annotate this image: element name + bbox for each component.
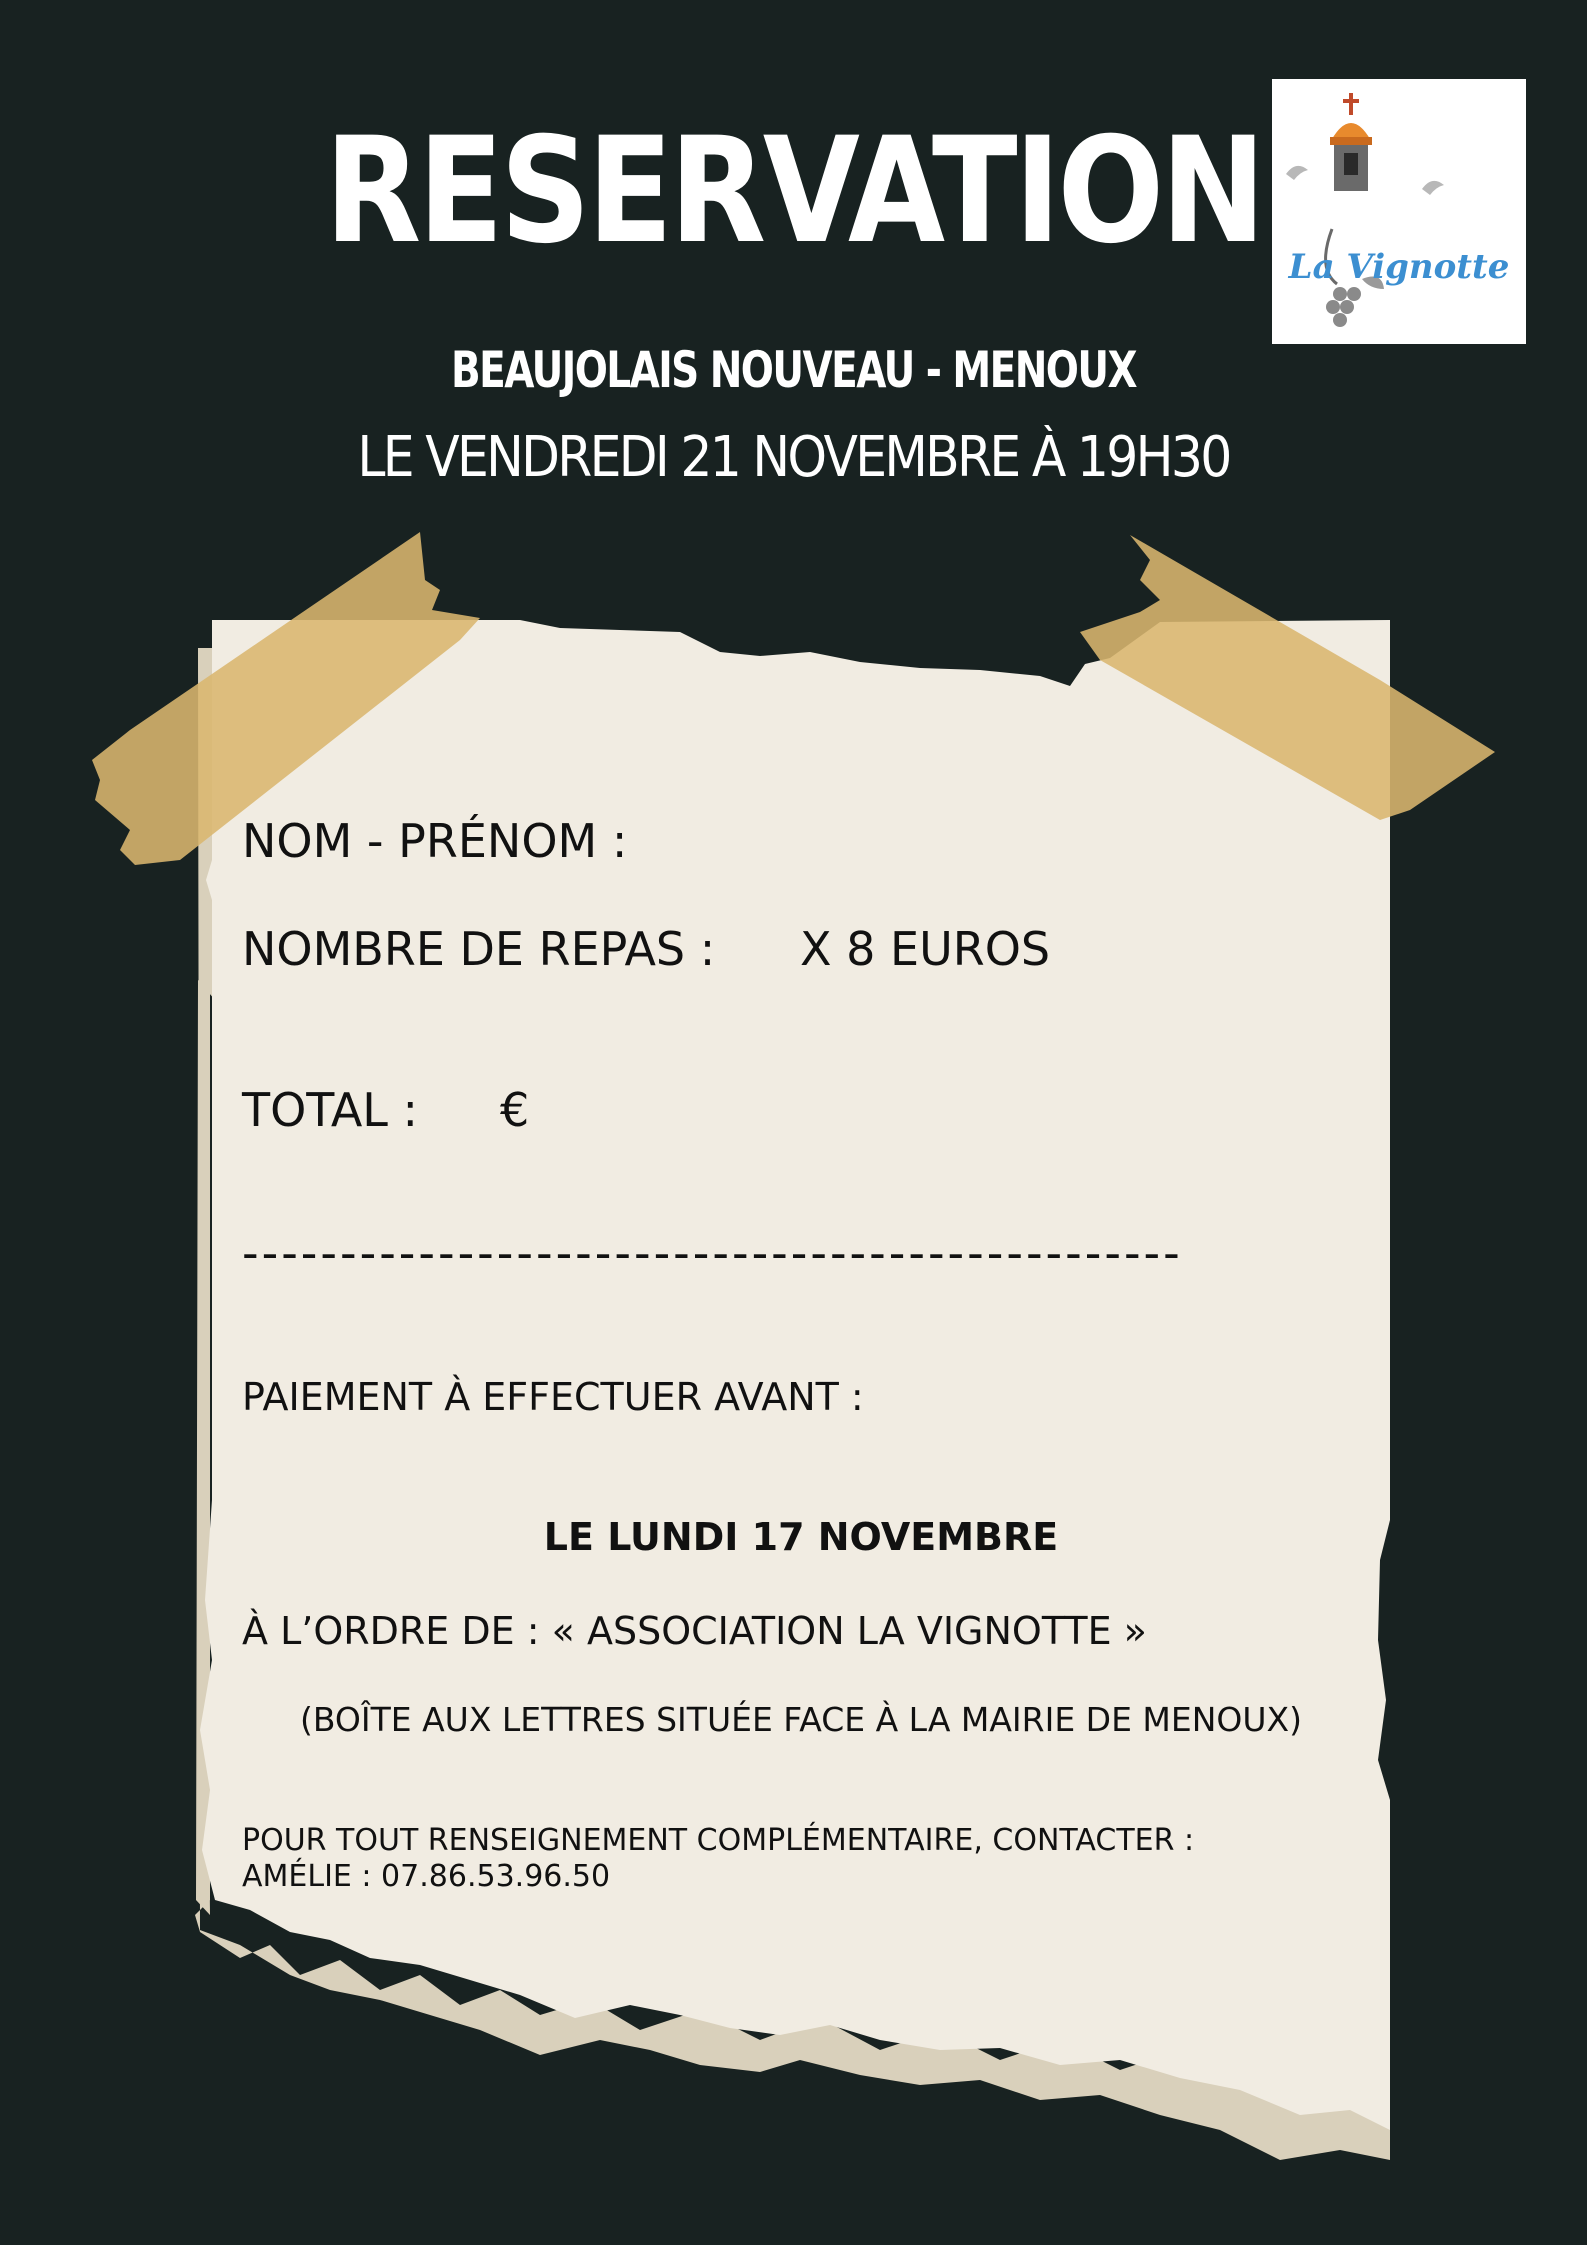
payment-before-label: PAIEMENT À EFFECTUER AVANT : (242, 1375, 864, 1419)
cut-line-separator: ------------------------------------------------ (242, 1230, 1183, 1276)
event-date: LE VENDREDI 21 NOVEMBRE À 19H30 (357, 425, 1230, 490)
info-line-1: POUR TOUT RENSEIGNEMENT COMPLÉMENTAIRE, CONTACTER : (242, 1823, 1195, 1858)
payee-line: À L’ORDRE DE : « ASSOCIATION LA VIGNOTTE » (242, 1609, 1147, 1653)
meal-price: X 8 EUROS (800, 922, 1051, 976)
payment-deadline: LE LUNDI 17 NOVEMBRE (543, 1515, 1059, 1559)
dropoff-note: (BOÎTE AUX LETTRES SITUÉE FACE À LA MAIRIE DE MENOUX) (299, 1700, 1303, 1739)
name-field-label: NOM - PRÉNOM : (242, 814, 628, 868)
event-subtitle: BEAUJOLAIS NOUVEAU - MENOUX (450, 341, 1137, 399)
total-field-label: TOTAL : (242, 1083, 419, 1137)
logo-text: La Vignotte (1288, 247, 1510, 287)
contact-phone: AMÉLIE : 07.86.53.96.50 (242, 1859, 611, 1894)
currency-symbol: € (500, 1083, 530, 1137)
meals-field-label: NOMBRE DE REPAS : (242, 922, 716, 976)
page-title: RESERVATION (324, 106, 1263, 276)
